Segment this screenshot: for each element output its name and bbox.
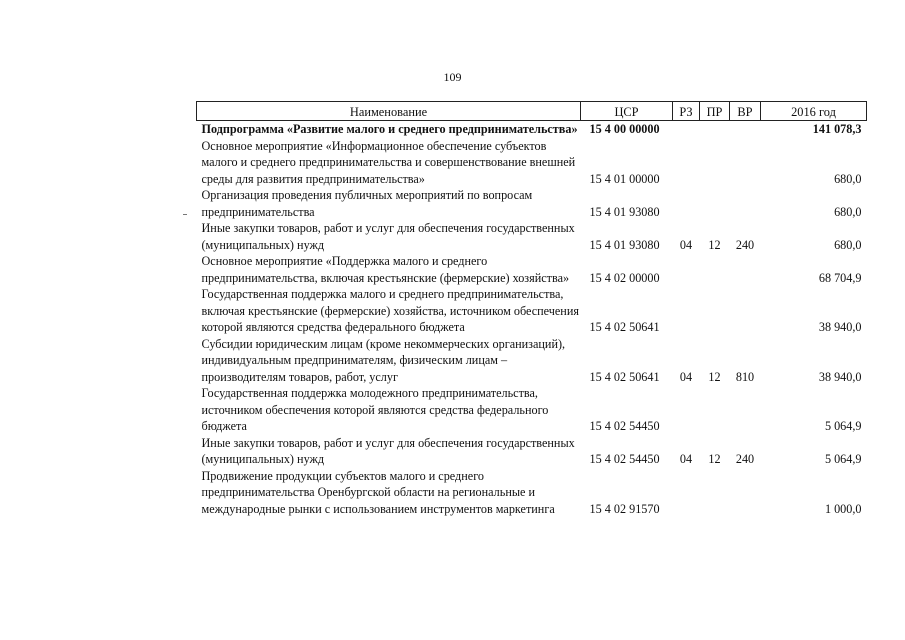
row-name: Основное мероприятие «Информационное обеспечение субъектов малого и среднего предпринимательства и совершенствование внешней среды для развития предпринимательства» [201, 138, 576, 186]
row-pr: 12 [708, 237, 721, 252]
row-csr: 15 4 02 50641 [589, 369, 660, 384]
header-vr: ВР [730, 102, 761, 121]
row-pr [700, 286, 730, 336]
row-csr: 15 4 02 54450 [589, 452, 660, 466]
table-row [197, 121, 867, 138]
row-vr: 240 [735, 237, 755, 252]
row-name: Иные закупки товаров, работ и услуг для обеспечения государственных (муниципальных) нужд [201, 221, 575, 252]
row-pr [700, 121, 730, 138]
row-rz [673, 253, 700, 286]
row-name: Иные закупки товаров, работ и услуг для обеспечения государственных (муниципальных) нужд [201, 435, 575, 466]
row-name: Государственная поддержка малого и среднего предпринимательства, включая крестьянские (фермерские) хозяйства, источником обеспечения которой являются средства федерального бюджета [201, 287, 579, 334]
row-pr [700, 187, 730, 220]
header-year: 2016 год [761, 102, 867, 121]
row-amount: 38 940,0 [818, 320, 862, 334]
row-rz [673, 121, 700, 138]
row-csr: 15 4 02 50641 [589, 320, 660, 334]
row-rz [673, 385, 700, 435]
row-vr: 240 [735, 452, 755, 466]
row-rz [673, 468, 700, 518]
row-pr: 12 [708, 369, 721, 384]
row-csr: 15 4 01 93080 [589, 204, 660, 219]
row-amount: 680,0 [834, 237, 862, 252]
table-row [197, 435, 867, 468]
table-row [197, 253, 867, 286]
budget-table [196, 101, 867, 517]
row-pr [700, 253, 730, 286]
row-amount: 68 704,9 [818, 270, 862, 285]
row-name: Организация проведения публичных мероприятий по вопросам предпринимательства [201, 188, 533, 219]
header-name: Наименование [197, 102, 581, 121]
row-rz: 04 [679, 369, 693, 384]
row-rz: 04 [679, 237, 693, 252]
header-csr: ЦСР [581, 102, 673, 121]
row-csr: 15 4 02 00000 [589, 270, 660, 285]
row-name: Основное мероприятие «Поддержка малого и среднего предпринимательства, включая крестьянские (фермерские) хозяйства» [201, 254, 570, 285]
table-row [197, 286, 867, 336]
row-vr [730, 121, 761, 138]
table-row [197, 187, 867, 220]
row-vr: 810 [735, 369, 755, 384]
row-csr: 15 4 00 00000 [589, 122, 660, 136]
row-amount: 680,0 [834, 204, 862, 219]
table-row [197, 220, 867, 253]
row-vr [730, 187, 761, 220]
row-vr [730, 138, 761, 188]
row-amount: 38 940,0 [818, 369, 862, 384]
header-rz: РЗ [673, 102, 700, 121]
margin-mark [183, 214, 187, 215]
table-row [197, 468, 867, 518]
row-name: Субсидии юридическим лицам (кроме некоммерческих организаций), индивидуальным предпринимателям, физическим лицам – производителям товаров, работ, услуг [201, 336, 566, 384]
row-rz [673, 286, 700, 336]
row-csr: 15 4 01 00000 [589, 171, 660, 186]
row-rz [673, 138, 700, 188]
row-vr [730, 253, 761, 286]
row-pr [700, 138, 730, 188]
table-row [197, 138, 867, 188]
table-row [197, 385, 867, 435]
row-rz [673, 187, 700, 220]
row-amount: 5 064,9 [824, 419, 862, 433]
row-amount: 1 000,0 [824, 501, 862, 516]
row-name: Продвижение продукции субъектов малого и среднего предпринимательства Оренбургской области на региональные и международные рынки с использованием инструментов маркетинга [201, 468, 555, 516]
row-name: Государственная поддержка молодежного предпринимательства, источником обеспечения которой являются средства федерального бюджета [201, 386, 549, 433]
row-rz: 04 [679, 452, 693, 466]
row-name: Подпрограмма «Развитие малого и среднего предпринимательства» [201, 122, 578, 136]
row-vr [730, 468, 761, 518]
row-amount: 5 064,9 [824, 452, 862, 466]
table-header-row [197, 102, 867, 121]
table-row [197, 336, 867, 386]
row-csr: 15 4 02 54450 [589, 419, 660, 433]
row-csr: 15 4 02 91570 [589, 501, 660, 516]
row-pr [700, 385, 730, 435]
row-amount: 141 078,3 [812, 122, 862, 136]
row-vr [730, 385, 761, 435]
row-pr [700, 468, 730, 518]
row-amount: 680,0 [834, 171, 862, 186]
row-vr [730, 286, 761, 336]
row-csr: 15 4 01 93080 [589, 237, 660, 252]
header-pr: ПР [700, 102, 730, 121]
page-number: 109 [443, 70, 462, 84]
row-pr: 12 [708, 452, 721, 466]
